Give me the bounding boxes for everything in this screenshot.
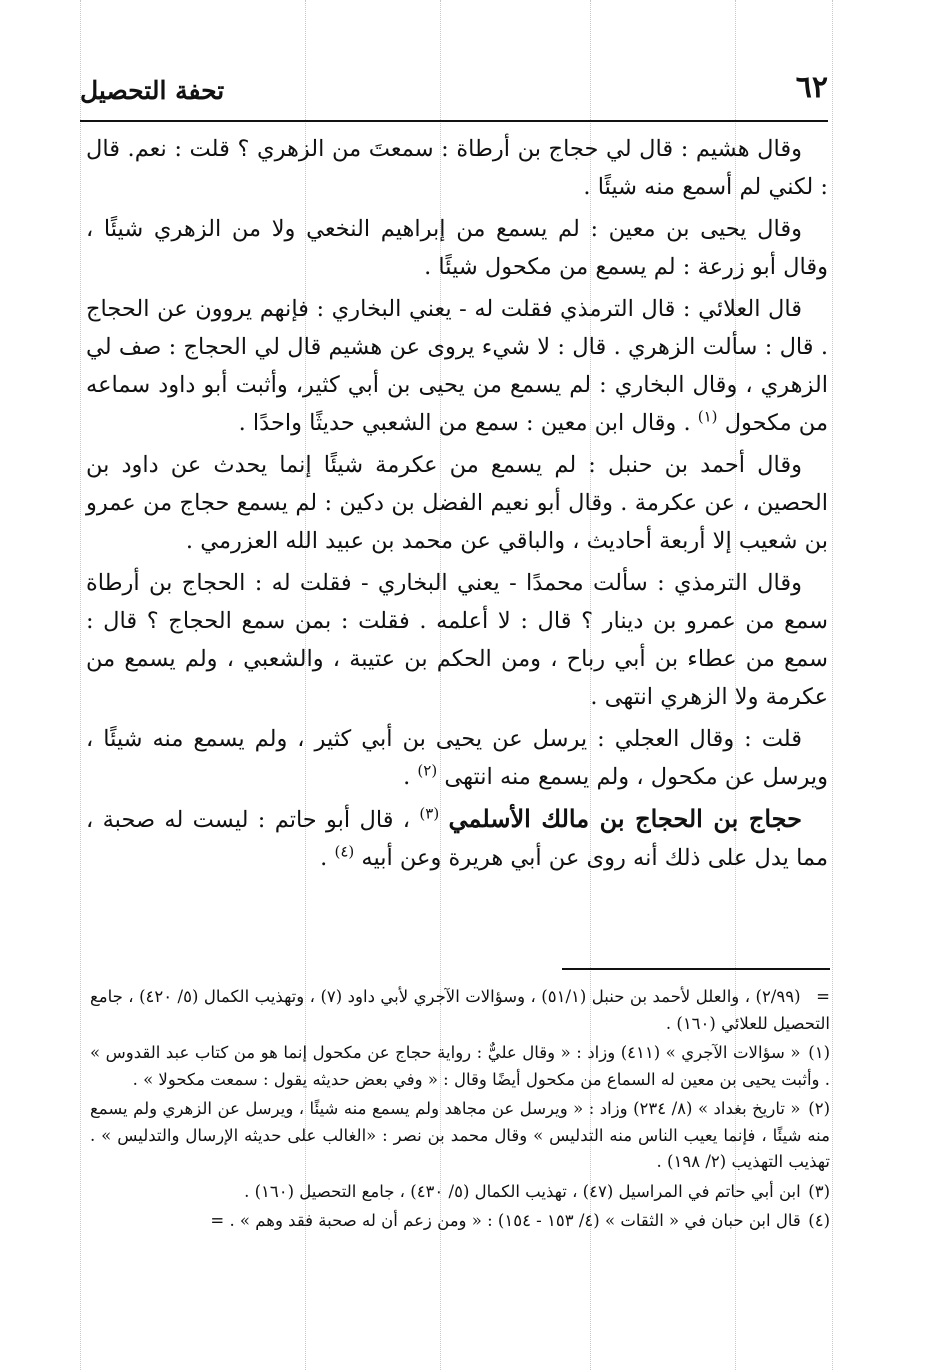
footnote-text: « تاريخ بغداد » (٨/ ٢٣٤) وزاد : « ويرسل عن مجاهد ولم يسمع منه شيئًا ، ويرسل عن الزهري ولم يسمع منه شيئًا ، فإنما يعيب الناس منه التدليس » وقال محمد بن نصر : «الغالب على حديثه الإرسال والتدليس » . تهذيب التهذيب (٢/ ١٩٨) .	[90, 1099, 830, 1171]
footnote-separator	[562, 968, 830, 970]
paragraph-hushaym: وقال هشيم : قال لي حجاج بن أرطاة : سمعتَ من الزهري ؟ قلت : نعم. قال : لكني لم أسمع منه شيئًا .	[86, 136, 828, 200]
paragraph-entry-hajjaj	[86, 800, 828, 877]
main-text	[86, 130, 828, 881]
paragraph-ahmad: وقال أحمد بن حنبل : لم يسمع من عكرمة شيئًا إنما يحدث عن داود بن الحصين ، عن عكرمة . وقال أبو نعيم الفضل بن دكين : لم يسمع حجاج من عمرو بن شعيب إلا أربعة أحاديث ، والباقي عن محمد بن عبيد الله العزرمي .	[86, 452, 828, 554]
footnote-marker: =	[816, 987, 830, 1006]
footnotes	[90, 984, 830, 1238]
book-title: تحفة التحصيل	[80, 76, 225, 105]
footnote-ref-3[interactable]: (٣)	[419, 804, 440, 823]
paragraph-text: قال العلائي : قال الترمذي فقلت له - يعني البخاري : فإنهم يروون عن الحجاج . قال : سألت الزهري . قال : لا شيء يروى عن هشيم قال لي الحجاج : صف لي الزهري ، وقال البخاري : لم يسمع من يحيى بن أبي كثير، وأثبت أبو داود سماعه من مكحول	[86, 296, 828, 436]
paragraph-text: ، قال أبو حاتم : ليست له صحبة ، مما يدل على ذلك أنه روى عن أبي هريرة وعن أبيه	[86, 807, 828, 871]
paragraph-text: .	[320, 845, 335, 871]
entry-heading: حجاج بن الحجاج بن مالك الأسلمي	[448, 804, 803, 833]
paragraph-text: قلت : وقال العجلي : يرسل عن يحيى بن أبي كثير ، ولم يسمع منه شيئًا ، ويرسل عن مكحول ، ولم يسمع منه انتهى	[86, 726, 828, 790]
footnote-continued	[90, 984, 830, 1037]
footnote-4	[90, 1208, 830, 1235]
footnote-1	[90, 1040, 830, 1093]
page-number: ٦٢	[795, 70, 828, 105]
footnote-text: (٢/٩٩) ، والعلل لأحمد بن حنبل (٥١/١) ، وسؤالات الآجري لأبي داود (٧) ، وتهذيب الكمال (٥/ ٤٢٠) ، جامع التحصيل للعلائي (١٦٠) .	[90, 987, 830, 1033]
footnote-marker: (٤)	[808, 1211, 830, 1230]
footnote-2	[90, 1096, 830, 1176]
paragraph-text: .	[403, 764, 418, 790]
footnote-marker: (٢)	[808, 1099, 830, 1118]
header-rule	[80, 120, 828, 122]
paragraph-tirmidhi: وقال الترمذي : سألت محمدًا - يعني البخاري - فقلت له : الحجاج بن أرطاة سمع من عمرو بن دينار ؟ قال : لا أعلمه . فقلت : بمن سمع الحجاج ؟ قال : سمع من عطاء بن أبي رباح ، ومن الحكم بن عتيبة ، والشعبي ، ولم يسمع من عكرمة ولا الزهري انتهى .	[86, 570, 828, 710]
footnote-text: قال ابن حبان في « الثقات » (٤/ ١٥٣ - ١٥٤) : « ومن زعم أن له صحبة فقد وهم » . =	[210, 1211, 801, 1230]
paragraph-ibn-maeen: وقال يحيى بن معين : لم يسمع من إبراهيم النخعي ولا من الزهري شيئًا ، وقال أبو زرعة : لم يسمع من مكحول شيئًا .	[86, 216, 828, 280]
footnote-marker: (١)	[808, 1043, 830, 1062]
footnote-text: « سؤالات الآجري » (٤١١) وزاد : « وقال عليٌّ : رواية حجاج عن مكحول إنما هو من كتاب عبد القدوس » . وأثبت يحيى بن معين له السماع من مكحول أيضًا وقال : « وفي بعض حديثه يقول : سمعت مكحولا » .	[90, 1043, 830, 1089]
footnote-ref-1[interactable]: (١)	[697, 407, 718, 426]
footnote-text: ابن أبي حاتم في المراسيل (٤٧) ، تهذيب الكمال (٥/ ٤٣٠) ، جامع التحصيل (١٦٠) .	[244, 1181, 801, 1201]
page-header	[80, 70, 828, 126]
paragraph-text: . وقال ابن معين : سمع من الشعبي حديثًا واحدًا .	[238, 410, 698, 436]
footnote-ref-2[interactable]: (٢)	[417, 761, 438, 780]
scan-guide-line	[832, 0, 833, 1370]
footnote-marker: (٣)	[808, 1181, 830, 1201]
footnote-3	[90, 1179, 830, 1206]
paragraph-alai	[86, 290, 828, 442]
footnote-ref-4[interactable]: (٤)	[334, 842, 355, 861]
paragraph-ajli	[86, 720, 828, 796]
scan-guide-line	[80, 0, 81, 1370]
